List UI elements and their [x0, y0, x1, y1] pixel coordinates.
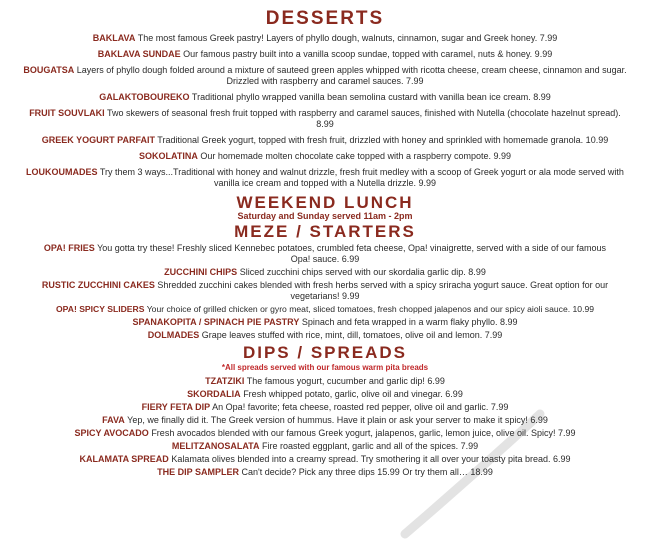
- item-name: DOLMADES: [147, 330, 200, 340]
- item-name: GALAKTOBOUREKO: [99, 92, 190, 102]
- dips-heading: DIPS / SPREADS: [242, 343, 408, 362]
- item-name: LOUKOUMADES: [26, 167, 98, 177]
- menu-item: [4, 376, 646, 387]
- menu-item: [24, 108, 626, 130]
- item-description: Kalamata olives blended into a creamy spread. Try smothering it all over your toasty pita bread. 6.99: [171, 454, 571, 464]
- item-description: Spinach and feta wrapped in a warm flaky phyllo. 8.99: [301, 317, 518, 327]
- menu-item: [4, 49, 646, 60]
- menu-item: [4, 415, 646, 426]
- menu-item: [4, 402, 646, 413]
- menu-item: [4, 454, 646, 465]
- item-description: Traditional Greek yogurt, topped with fresh fruit, drizzled with honey and sprinkled with homemade granola. 10.99: [157, 135, 609, 145]
- item-description: Shredded zucchini cakes blended with fresh herbs served with a spicy sriracha yogurt sauce. Great option for our vegetarians! 9.99: [157, 280, 609, 301]
- item-description: The most famous Greek pastry! Layers of phyllo dough, walnuts, cinnamon, sugar and Greek honey. 7.99: [137, 33, 558, 43]
- item-description: Grape leaves stuffed with rice, mint, dill, tomatoes, olive oil and lemon. 7.99: [201, 330, 503, 340]
- desserts-heading: DESSERTS: [265, 8, 385, 29]
- menu-page: [0, 9, 650, 478]
- item-name: SPICY AVOCADO: [74, 428, 149, 438]
- item-name: SKORDALIA: [187, 389, 241, 399]
- item-description: Sliced zucchini chips served with our skordalia garlic dip. 8.99: [239, 267, 486, 277]
- item-name: THE DIP SAMPLER: [157, 467, 239, 477]
- item-name: BAKLAVA: [92, 33, 136, 43]
- item-name: RUSTIC ZUCCHINI CAKES: [41, 280, 155, 290]
- item-name: ZUCCHINI CHIPS: [164, 267, 238, 277]
- menu-item: [4, 330, 646, 341]
- menu-item: [4, 428, 646, 439]
- menu-item: [4, 151, 646, 162]
- item-description: Traditional phyllo wrapped vanilla bean semolina custard with vanilla bean ice cream. 8.99: [191, 92, 551, 102]
- item-description: The famous yogurt, cucumber and garlic dip! 6.99: [246, 376, 445, 386]
- item-description: Try them 3 ways...Traditional with honey and walnut drizzle, fresh fruit medley with a scoop of Greek yogurt or ala mode served with vanilla ice cream and topped with a Nutella drizzle. 9.99: [99, 167, 624, 188]
- item-name: FRUIT SOUVLAKI: [29, 108, 105, 118]
- item-description: Can't decide? Pick any three dips 15.99 Or try them all… 18.99: [241, 467, 493, 477]
- dips-note: *All spreads served with our famous warm pita breads: [221, 363, 429, 372]
- item-description: An Opa! favorite; feta cheese, roasted red pepper, olive oil and garlic. 7.99: [212, 402, 509, 412]
- item-description: Our homemade molten chocolate cake topped with a raspberry compote. 9.99: [200, 151, 512, 161]
- menu-item: [4, 317, 646, 328]
- item-name: KALAMATA SPREAD: [79, 454, 169, 464]
- item-name: OPA! FRIES: [43, 243, 95, 253]
- menu-item: [4, 304, 646, 315]
- item-name: MELITZANOSALATA: [171, 441, 260, 451]
- item-description: Fresh avocados blended with our famous Greek yogurt, jalapenos, garlic, lemon juice, olive oil. Spicy! 7.99: [151, 428, 576, 438]
- item-description: Fire roasted eggplant, garlic and all of the spices. 7.99: [262, 441, 479, 451]
- item-description: Two skewers of seasonal fresh fruit topped with raspberry and caramel sauces, finished with Nutella (chocolate hazelnut spread). 8.99: [107, 108, 621, 129]
- item-name: OPA! SPICY SLIDERS: [55, 304, 145, 314]
- menu-item: [4, 441, 646, 452]
- item-name: SPANAKOPITA / SPINACH PIE PASTRY: [132, 317, 300, 327]
- weekend-lunch-heading: WEEKEND LUNCH: [236, 193, 414, 212]
- item-name: GREEK YOGURT PARFAIT: [41, 135, 155, 145]
- item-description: Fresh whipped potato, garlic, olive oil and vinegar. 6.99: [243, 389, 463, 399]
- item-name: FAVA: [102, 415, 125, 425]
- menu-item: [4, 467, 646, 478]
- item-name: BOUGATSA: [23, 65, 75, 75]
- item-name: FIERY FETA DIP: [141, 402, 211, 412]
- menu-item: [20, 167, 630, 189]
- menu-item: [36, 280, 614, 302]
- item-name: SOKOLATINA: [138, 151, 198, 161]
- item-name: BAKLAVA SUNDAE: [97, 49, 181, 59]
- meze-heading: MEZE / STARTERS: [234, 222, 416, 241]
- item-description: Your choice of grilled chicken or gyro meat, sliced tomatoes, fresh chopped jalapenos and our spicy aioli sauce. 10.99: [146, 304, 595, 314]
- menu-item: [36, 135, 614, 146]
- item-description: Layers of phyllo dough folded around a mixture of sauteed green apples whipped with ricotta cheese, cream cheese, cinnamon and sugar. Drizzled with raspberry and caramel sauces. 7.99: [76, 65, 627, 86]
- item-description: Our famous pastry built into a vanilla scoop sundae, topped with caramel, nuts & honey. 9.99: [183, 49, 553, 59]
- menu-item: [20, 65, 630, 87]
- item-description: Yep, we finally did it. The Greek version of hummus. Have it plain or ask your server to make it spicy! 6.99: [127, 415, 548, 425]
- menu-item: [40, 243, 610, 265]
- item-name: TZATZIKI: [205, 376, 245, 386]
- weekend-lunch-hours: Saturday and Sunday served 11am - 2pm: [237, 211, 413, 221]
- item-description: You gotta try these! Freshly sliced Kennebec potatoes, crumbled feta cheese, Opa! vinaigrette, served with a side of our famous Opa! sauce. 6.99: [97, 243, 607, 264]
- menu-item: [4, 267, 646, 278]
- menu-item: [4, 33, 646, 44]
- menu-item: [4, 92, 646, 103]
- menu-item: [4, 389, 646, 400]
